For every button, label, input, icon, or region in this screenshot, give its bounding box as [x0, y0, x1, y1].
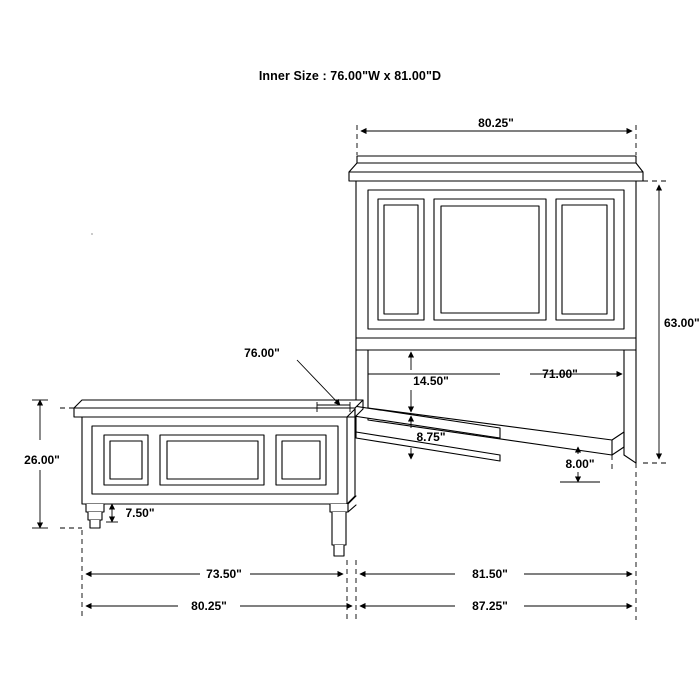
dim-side-rail-length: 81.50" — [472, 567, 508, 581]
dim-rail-to-headboard: 14.50" — [413, 374, 449, 388]
dim-slat-width: 76.00" — [244, 346, 280, 360]
dim-overall-length: 87.25" — [472, 599, 508, 613]
dim-footboard-height: 26.00" — [24, 453, 60, 467]
dim-floor-clearance: 8.00" — [565, 457, 595, 471]
dim-headboard-height: 63.00" — [664, 316, 700, 330]
dim-rail-height: 8.75" — [416, 430, 446, 444]
dim-headboard-panel-width: 71.00" — [542, 367, 578, 381]
dim-headboard-width: 80.25" — [478, 116, 514, 130]
dim-overall-width: 80.25" — [191, 599, 227, 613]
page-title: Inner Size : 76.00"W x 81.00"D — [258, 69, 442, 83]
dim-footboard-leg: 7.50" — [125, 506, 155, 520]
dim-footboard-width: 73.50" — [206, 567, 242, 581]
